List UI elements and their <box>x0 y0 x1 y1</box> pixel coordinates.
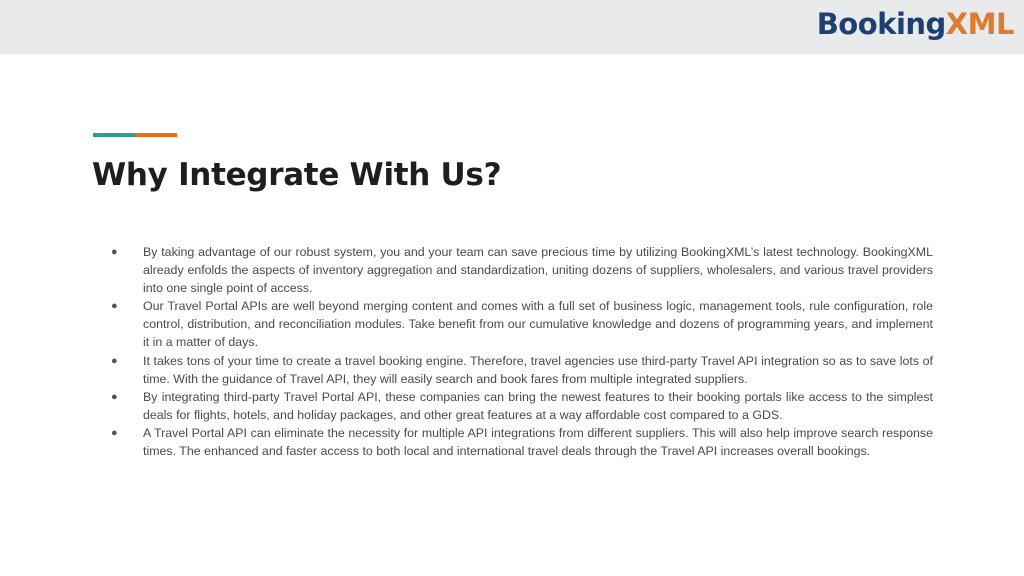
title-accent-line <box>93 133 177 137</box>
bookingxml-logo[interactable] <box>817 4 1014 44</box>
logo-xml-text: XML <box>945 6 1014 41</box>
bullet-text: By integrating third-party Travel Portal API, these companies can bring the newest features to their booking portals like access to the simplest deals for flights, hotels, and holiday packages, and other great features at a way affordable cost compared to a GDS. <box>143 389 933 422</box>
bullet-icon: ● <box>111 426 118 439</box>
list-item <box>111 352 933 388</box>
bullet-icon: ● <box>111 300 118 313</box>
bullet-icon: ● <box>111 246 118 258</box>
logo-booking-text: Booking <box>816 6 946 41</box>
bullet-text: Our Travel Portal APIs are well beyond merging content and comes with a full set of business logic, management tools, rule configuration, role control, distribution, and reconciliation modules. Take benefit from our cumulative knowledge and dozens of programming years, and implement it in a matter of days. <box>143 299 933 350</box>
list-item <box>111 388 933 424</box>
header-bar <box>0 0 1024 54</box>
accent-teal-segment <box>93 133 135 137</box>
bullet-icon: ● <box>111 354 118 367</box>
list-item <box>111 424 933 460</box>
page-title: Why Integrate With Us? <box>92 157 502 193</box>
bullet-text: A Travel Portal API can eliminate the necessity for multiple API integrations from different suppliers. This will also help improve search response times. The enhanced and faster access to both local and international travel deals through the Travel API increases overall bookings. <box>143 425 933 459</box>
bullet-text: It takes tons of your time to create a travel booking engine. Therefore, travel agencies use third-party Travel API integration so as to save lots of time. With the guidance of Travel API, they will easily search and book fares from multiple integrated suppliers. <box>143 353 933 386</box>
list-item <box>111 297 933 351</box>
bullet-icon: ● <box>111 390 118 403</box>
accent-orange-segment <box>135 133 177 137</box>
bullet-list <box>111 243 933 460</box>
bullet-text: By taking advantage of our robust system, you and your team can save precious time by utilizing BookingXML’s latest technology. BookingXML already enfolds the aspects of inventory aggregation and standardization, uniting dozens of suppliers, wholesalers, and various travel providers into one single point of access. <box>143 245 933 296</box>
list-item <box>111 243 933 297</box>
